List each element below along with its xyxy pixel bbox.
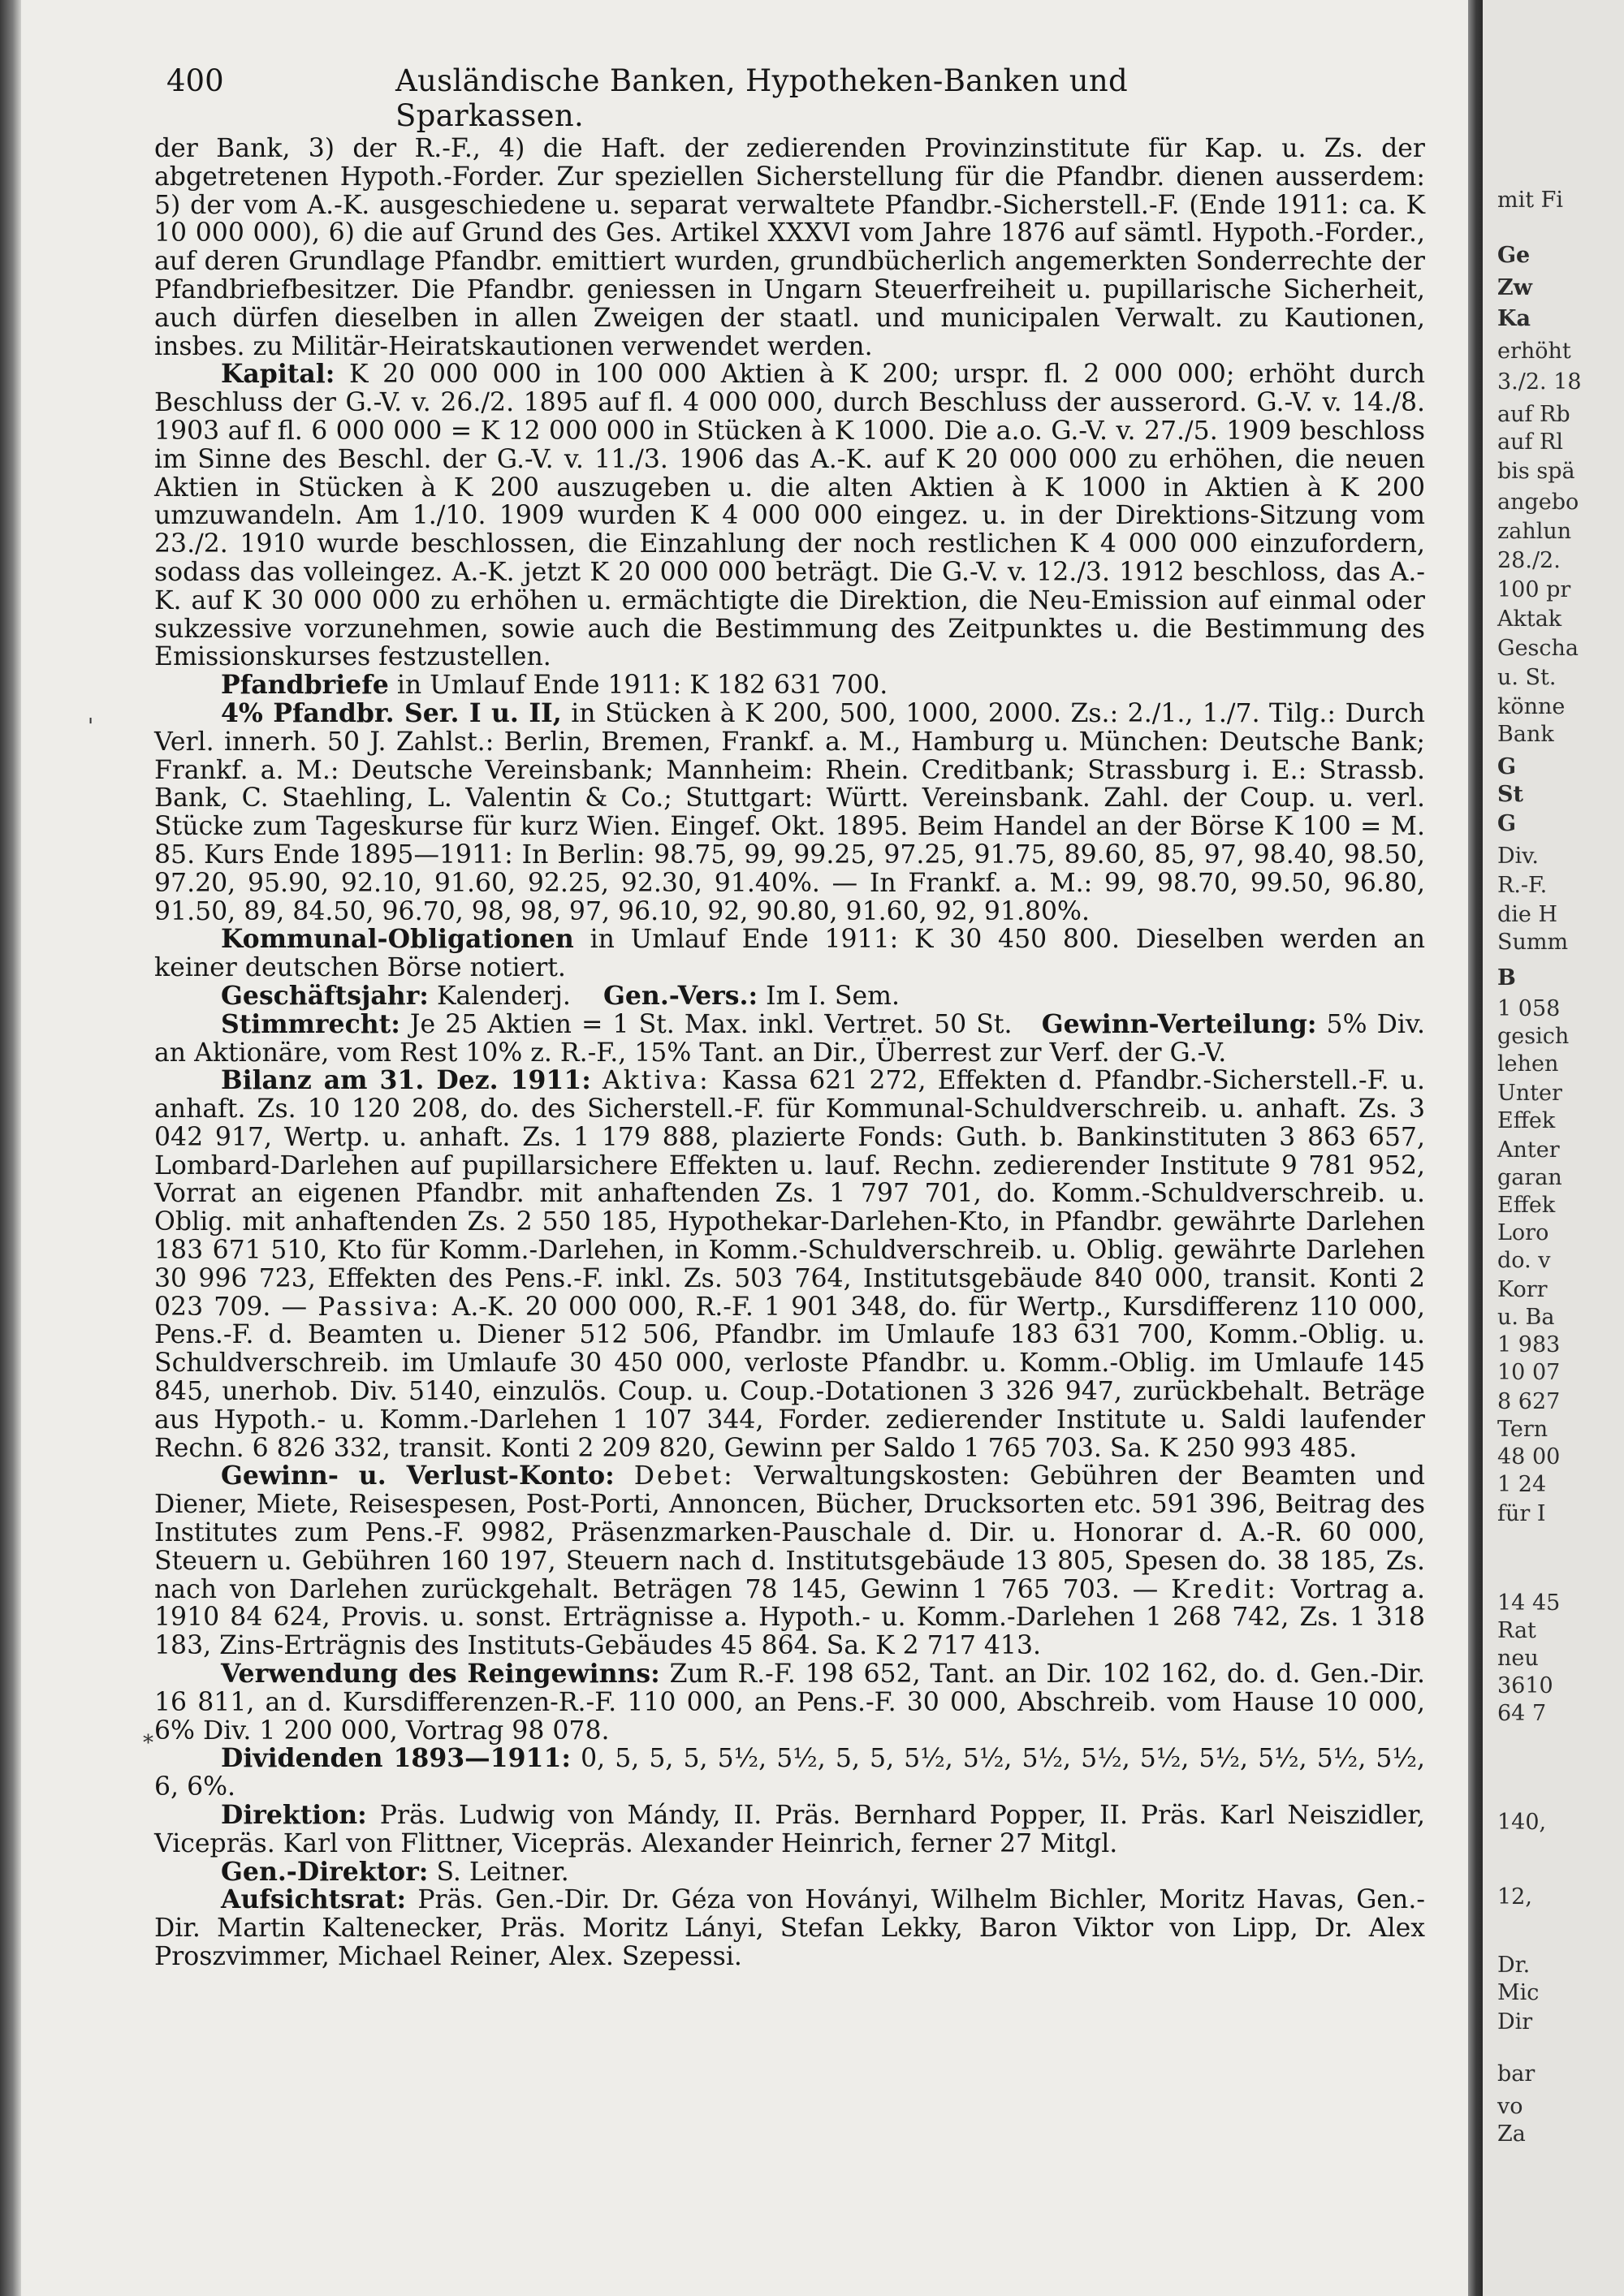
adjacent-page-text: 3610 xyxy=(1497,1673,1553,1698)
verwendung-paragraph xyxy=(154,1660,1425,1745)
adjacent-page-text: Div. xyxy=(1497,844,1539,869)
kommunal-label: Kommunal-Obligationen xyxy=(221,924,574,955)
adjacent-page-text: Anter xyxy=(1497,1137,1560,1163)
adjacent-page-text: 10 07 xyxy=(1497,1360,1561,1385)
dividenden-label: Dividenden 1893—1911: xyxy=(221,1743,571,1774)
stimmrecht-text: Je 25 Aktien = 1 St. Max. inkl. Vertret. 50 St. xyxy=(409,1009,1013,1039)
gen-direktor-text: S. Leitner. xyxy=(436,1857,569,1887)
adjacent-page-text: Mic xyxy=(1497,1980,1540,2005)
adjacent-page-text: B xyxy=(1497,965,1516,990)
adjacent-page-text: G xyxy=(1497,754,1517,779)
adjacent-page-text: auf Rb xyxy=(1497,402,1570,427)
direktion-text: Präs. Ludwig von Mándy, II. Präs. Bernhard Popper, II. Präs. Karl Neiszidler, Vicepräs. Karl von Flittner, Vicepräs. Alexander Heinrich, ferner 27 Mitgl. xyxy=(154,1801,1426,1858)
adjacent-page-text: R.-F. xyxy=(1497,873,1548,898)
adjacent-page-text: 1 058 xyxy=(1497,996,1561,1021)
adjacent-page-text: mit Fi xyxy=(1497,188,1564,213)
adjacent-page-text: Tern xyxy=(1497,1417,1548,1442)
adjacent-page-text: könne xyxy=(1497,694,1566,719)
guv-debet-text: Verwaltungskosten: Gebühren der Beamten und Diener, Miete, Reisespesen, Post-Porti, Annoncen, Bücher, Drucksorten etc. 591 396, Beitrag des Institutes zum Pens.-F. 9982, Präsenzmarken-Pauschale d. Dir. u. Honorar d. A.-R. 60 000, Steuern u. Gebühren 160 197, Steuern nach d. Institutsgebäude 13 805, Spesen do. 38 185, Zs. nach von Darlehen zurückgehalt. Beträgen 78 145, Gewinn 1 765 703. — xyxy=(154,1461,1425,1604)
margin-mark: ' xyxy=(88,714,94,739)
running-title: Ausländische Banken, Hypotheken-Banken und Sparkassen. xyxy=(395,63,1129,133)
aufsichtsrat-paragraph xyxy=(154,1886,1425,1970)
adjacent-page-text: vo xyxy=(1497,2094,1523,2119)
adjacent-page-text: 3./2. 18 xyxy=(1497,369,1582,395)
page-number: 400 xyxy=(166,63,224,98)
adjacent-page-text: Aktak xyxy=(1497,606,1562,632)
adjacent-page-text: Summ xyxy=(1497,930,1569,955)
adjacent-page-text: 12, xyxy=(1497,1884,1532,1910)
adjacent-page-text: do. v xyxy=(1497,1248,1551,1273)
adjacent-page-text: 140, xyxy=(1497,1810,1547,1835)
guv-paragraph xyxy=(154,1462,1425,1660)
adjacent-page-text: bis spä xyxy=(1497,459,1575,484)
adjacent-page-text: 48 00 xyxy=(1497,1444,1561,1470)
adjacent-page-text: erhöht xyxy=(1497,339,1571,364)
adjacent-page-text: zahlun xyxy=(1497,519,1572,544)
adjacent-page-text: für I xyxy=(1497,1501,1546,1526)
geschaeftsjahr-label: Geschäftsjahr: xyxy=(221,980,429,1011)
gen-direktor-paragraph xyxy=(154,1858,1425,1887)
adjacent-page-text: bar xyxy=(1497,2061,1535,2087)
book-gutter xyxy=(1468,0,1483,2296)
guv-kredit-text: Vortrag a. 1910 84 624, Provis. u. sonst. Erträgnisse a. Hypoth.- u. Komm.-Darlehen 1 268 742, Zs. 1 318 183, Zins-Erträgnis des Instituts-Gebäudes 45 864. Sa. K 2 717 413. xyxy=(154,1574,1425,1661)
pfandbriefe-label: Pfandbriefe xyxy=(221,670,389,701)
adjacent-page-text: gesich xyxy=(1497,1024,1570,1049)
kommunal-text: in Umlauf Ende 1911: K 30 450 800. Dieselben werden an keiner deutschen Börse notiert. xyxy=(154,925,1426,983)
adjacent-page-text: u. Ba xyxy=(1497,1305,1555,1330)
adjacent-page-text: 8 627 xyxy=(1497,1389,1561,1414)
kommunal-paragraph xyxy=(154,926,1425,982)
adjacent-page-text: Unter xyxy=(1497,1081,1562,1106)
aufsichtsrat-text: Präs. Gen.-Dir. Dr. Géza von Hoványi, Wilhelm Bichler, Moritz Havas, Gen.-Dir. Martin Kaltenecker, Präs. Moritz Lányi, Stefan Lekky, Baron Viktor von Lipp, Dr. Alex Proszvimmer, Michael Reiner, Alex. Szepessi. xyxy=(154,1885,1426,1971)
bilanz-paragraph xyxy=(154,1067,1425,1462)
gewinn-verteilung-label: Gewinn-Verteilung: xyxy=(1041,1008,1317,1039)
scan-left-edge xyxy=(0,0,21,2296)
verwendung-label: Verwendung des Reingewinns: xyxy=(221,1659,660,1690)
kredit-word: Kredit: xyxy=(1171,1574,1278,1604)
adjacent-page-fragment xyxy=(1483,0,1624,2296)
adjacent-page-text: 1 983 xyxy=(1497,1332,1561,1357)
debet-word: Debet: xyxy=(633,1461,735,1491)
adjacent-page-text: Ge xyxy=(1497,243,1531,268)
adjacent-page-text: angebo xyxy=(1497,490,1579,515)
adjacent-page-text: Za xyxy=(1497,2121,1526,2147)
bilanz-aktiva-text: Kassa 621 272, Effekten d. Pfandbr.-Sicherstell.-F. u. anhaft. Zs. 10 120 208, do. des Sicherstell.-F. für Kommunal-Schuldverschreib. u. anhaft. Zs. 3 042 917, Wertp. u. anhaft. Zs. 1 179 888, plazierte Fonds: Guth. b. Bankinstituten 3 863 657, Lombard-Darlehen auf pupillarsichere Effekten u. lauf. Rechn. zedierender Institute 9 781 952, Vorrat an eigenen Pfandbr. mit anhaftenden Zs. 1 797 701, do. Komm.-Schuldverschreib. u. Oblig. mit anhaftenden Zs. 2 550 185, Hypothekar-Darlehen-Kto, in Pfandbr. gewährte Darlehen 183 671 510, Kto für Komm.-Darlehen, in Komm.-Schuldverschreib. u. Oblig. gewährte Darlehen 30 996 723, Effekten des Pens.-F. inkl. Zs. 503 764, Institutsgebäude 840 000, transit. Konti 2 023 709. — xyxy=(154,1066,1425,1322)
gen-direktor-label: Gen.-Direktor: xyxy=(221,1856,429,1887)
running-header xyxy=(166,63,1246,133)
adjacent-page-text: 64 7 xyxy=(1497,1701,1547,1726)
gewinn-verteilung-text: 5% Div. an Aktionäre, vom Rest 10% z. R.-F., 15% Tant. an Dir., Überrest zur Verf. der G.-V. xyxy=(154,1009,1425,1068)
adjacent-page-text: 1 24 xyxy=(1497,1472,1547,1497)
adjacent-page-text: 100 pr xyxy=(1497,577,1571,602)
bilanz-passiva-text: A.-K. 20 000 000, R.-F. 1 901 348, do. für Wertp., Kursdifferenz 110 000, Pens.-F. d. Beamten u. Diener 512 506, Pfandbr. im Umlaufe 183 631 700, Komm.-Oblig. u. Schuldverschreib. im Umlaufe 30 450 000, verloste Pfandbr. u. Komm.-Oblig. im Umlaufe 145 845, unerhob. Div. 5140, einzulös. Coup. u. Coup.-Dotationen 3 326 947, zurückbehalt. Beträge aus Hypoth.- u. Komm.-Darlehen 1 107 344, Forder. zedierender Institute u. Saldi laufender Rechn. 6 826 332, transit. Konti 2 209 820, Gewinn per Saldo 1 765 703. Sa. K 250 993 485. xyxy=(154,1292,1426,1463)
series-label: 4% Pfandbr. Ser. I u. II, xyxy=(221,697,562,728)
verwendung-text: Zum R.-F. 198 652, Tant. an Dir. 102 162, do. d. Gen.-Dir. 16 811, an d. Kursdifferenzen-R.-F. 110 000, an Pens.-F. 30 000, Abschreib. vom Hause 10 000, 6% Div. 1 200 000, Vortrag 98 078. xyxy=(154,1659,1425,1746)
adjacent-page-text: u. St. xyxy=(1497,665,1557,690)
adjacent-page-text: Loro xyxy=(1497,1220,1549,1245)
intro-paragraph: der Bank, 3) der R.-F., 4) die Haft. der zedierenden Provinzinstitute für Kap. u. Zs. der abgetretenen Hypoth.-Forder. Zur speziellen Sicherstellung für die Pfandbr. dienen ausserdem: 5) der vom A.-K. ausgeschiedene u. separat verwaltete Pfandbr.-Sicherstell.-F. (Ende 1911: ca. K 10 000 000), 6) die auf Grund des Ges. Artikel XXXVI vom Jahre 1876 auf sämtl. Hypoth.-Forder., auf deren Grundlage Pfandbr. emittiert wurden, grundbücherlich angemerkten Sonderrechte der Pfandbriefbesitzer. Die Pfandbr. geniessen in Ungarn Steuerfreiheit u. pupillarische Sicherheit, auch dürfen dieselben in allen Zweigen der staatl. und municipalen Verwalt. zu Kautionen, insbes. zu Militär-Heiratskautionen verwendet werden. xyxy=(154,134,1425,361)
direktion-paragraph xyxy=(154,1802,1425,1858)
adjacent-page-text: neu xyxy=(1497,1646,1539,1671)
entry-body xyxy=(154,135,1425,1971)
adjacent-page-text: 28./2. xyxy=(1497,548,1561,573)
kapital-text: K 20 000 000 in 100 000 Aktien à K 200; urspr. fl. 2 000 000; erhöht durch Beschluss der G.-V. v. 26./2. 1895 auf fl. 4 000 000, durch Beschluss der ausserord. G.-V. v. 14./8. 1903 auf fl. 6 000 000 = K 12 000 000 in Stücken à K 1000. Die a.o. G.-V. v. 27./5. 1909 beschloss im Sinne des Beschl. der G.-V. v. 11./3. 1906 das A.-K. auf K 20 000 000 zu erhöhen, die neuen Aktien in Stücken à K 200 auszugeben u. die alten Aktien à K 1000 in Aktien à K 200 umzuwandeln. Am 1./10. 1909 wurden K 4 000 000 eingez. u. in der Direktions-Sitzung vom 23./2. 1910 wurde beschlossen, die Einzahlung der noch restlichen K 4 000 000 einzufordern, sodass das volleingez. A.-K. jetzt K 20 000 000 beträgt. Die G.-V. v. 12./3. 1912 beschloss, das A.-K. auf K 30 000 000 zu erhöhen u. ermächtigte die Direktion, die Neu-Emission auf einmal oder sukzessive vorzunehmen, sowie auch die Bestimmung des Zeitpunktes u. die Bestimmung des Emissionskurses festzustellen. xyxy=(154,360,1425,672)
adjacent-page-text: Effek xyxy=(1497,1193,1556,1218)
adjacent-page-text: Korr xyxy=(1497,1277,1548,1302)
pfandbriefe-text: in Umlauf Ende 1911: K 182 631 700. xyxy=(396,671,888,701)
adjacent-page-text: Bank xyxy=(1497,722,1554,747)
adjacent-page-text: garan xyxy=(1497,1165,1562,1190)
aufsichtsrat-label: Aufsichtsrat: xyxy=(221,1884,407,1915)
series-text: in Stücken à K 200, 500, 1000, 2000. Zs.: 2./1., 1./7. Tilg.: Durch Verl. innerh. 50 J. Zahlst.: Berlin, Bremen, Frankf. a. M., Hamburg u. München: Deutsche Bank; Frankf. a. M.: Deutsche Vereinsbank; Mannheim: Rhein. Creditbank; Strassburg i. E.: Strassb. Bank, C. Staehling, L. Valentin & Co.; Stuttgart: Württ. Vereinsbank. Zahl. der Coup. u. verl. Stücke zum Tageskurse für kurz Wien. Eingef. Okt. 1895. Beim Handel an der Börse K 100 = M. 85. Kurs Ende 1895—1911: In Berlin: 98.75, 99, 99.25, 97.25, 91.75, 89.60, 85, 97, 98.40, 98.50, 97.20, 95.90, 92.10, 91.60, 92.25, 92.30, 91.40%. — In Frankf. a. M.: 99, 98.70, 99.50, 96.80, 91.50, 89, 84.50, 96.70, 98, 98, 97, 96.10, 92, 90.80, 91.60, 92, 91.80%. xyxy=(154,698,1425,926)
adjacent-page-text: Dr. xyxy=(1497,1953,1531,1978)
geschaeftsjahr-text: Kalenderj. xyxy=(436,981,571,1011)
adjacent-page-text: Zw xyxy=(1497,275,1532,300)
adjacent-page-text: Ka xyxy=(1497,306,1531,331)
adjacent-page-text: Dir xyxy=(1497,2009,1533,2035)
adjacent-page-text: St xyxy=(1497,782,1523,807)
stimmrecht-label: Stimmrecht: xyxy=(221,1008,400,1039)
adjacent-page-text: auf Rl xyxy=(1497,429,1564,455)
bilanz-label: Bilanz am 31. Dez. 1911: xyxy=(221,1065,591,1096)
dividenden-paragraph xyxy=(154,1745,1425,1802)
gen-vers-label: Gen.-Vers.: xyxy=(603,980,758,1011)
kapital-label: Kapital: xyxy=(221,359,335,390)
adjacent-page-text: 14 45 xyxy=(1497,1590,1561,1616)
guv-label: Gewinn- u. Verlust-Konto: xyxy=(221,1461,615,1491)
adjacent-page-text: Rat xyxy=(1497,1618,1536,1643)
dividenden-text: 0, 5, 5, 5, 5½, 5½, 5, 5, 5½, 5½, 5½, 5½, 5½, 5½, 5½, 5½, 5½, 6, 6%. xyxy=(154,1744,1425,1802)
geschaeftsjahr-paragraph xyxy=(154,982,1425,1011)
adjacent-page-text: lehen xyxy=(1497,1051,1559,1077)
series-paragraph xyxy=(154,697,1425,926)
gen-vers-text: Im I. Sem. xyxy=(766,981,901,1011)
adjacent-page-text: die H xyxy=(1497,902,1558,927)
margin-mark: * xyxy=(143,1731,153,1755)
kapital-paragraph xyxy=(154,360,1425,671)
pfandbriefe-paragraph xyxy=(154,671,1425,700)
passiva-word: Passiva: xyxy=(317,1292,442,1322)
aktiva-word: Aktiva: xyxy=(602,1066,710,1096)
adjacent-page-text: G xyxy=(1497,811,1517,836)
direktion-label: Direktion: xyxy=(221,1800,367,1831)
adjacent-page-text: Effek xyxy=(1497,1108,1556,1133)
stimmrecht-paragraph xyxy=(154,1008,1425,1068)
adjacent-page-text: Gescha xyxy=(1497,636,1579,661)
